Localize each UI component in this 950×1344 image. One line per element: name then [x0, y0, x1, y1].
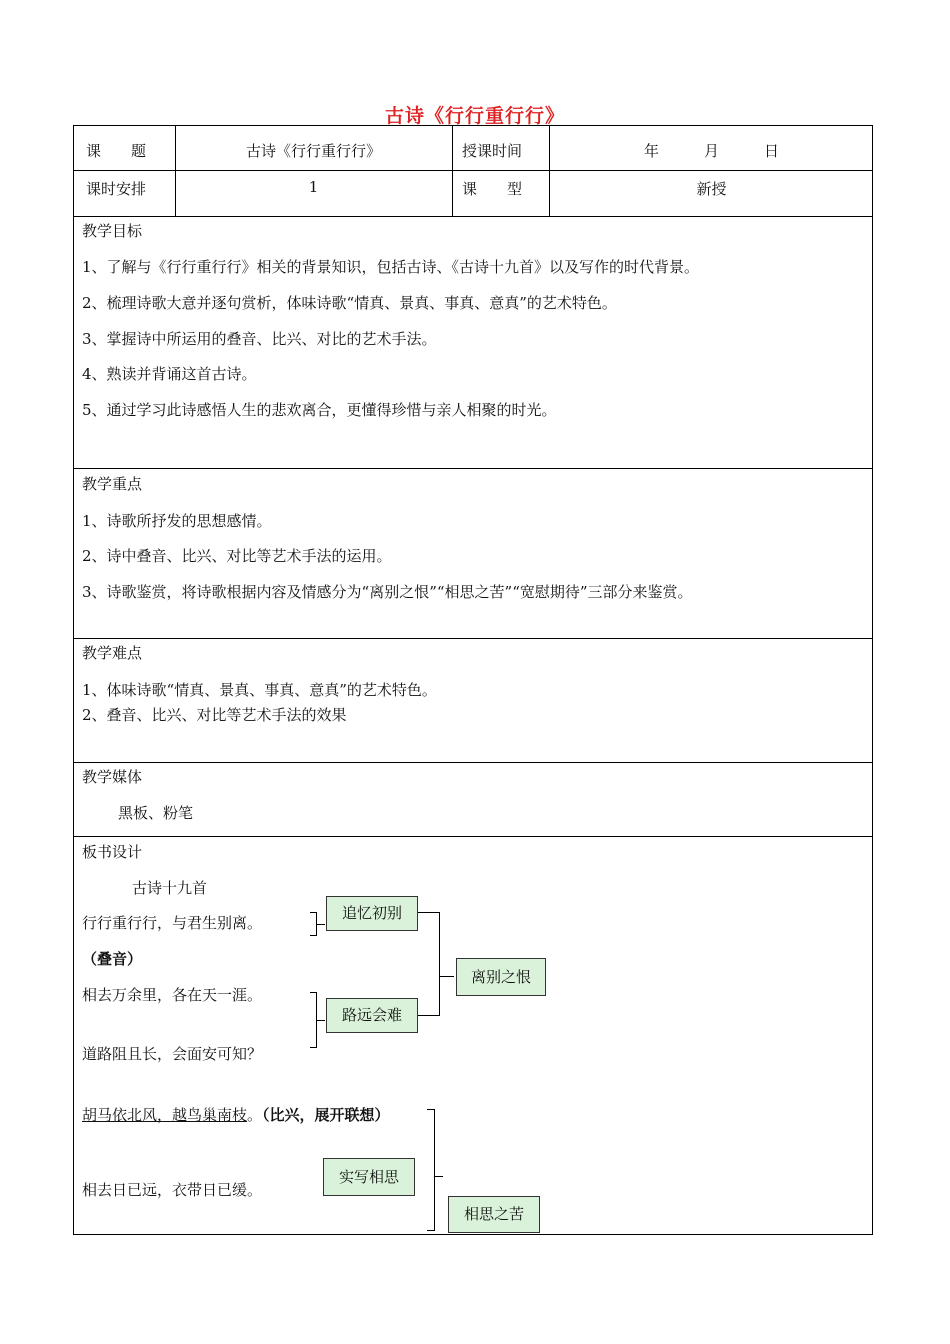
value-periods: 1 — [308, 178, 319, 196]
poem-line: 行行重行行，与君生别离。 — [82, 914, 263, 932]
bracket — [430, 912, 440, 1016]
key-points-title: 教学重点 — [82, 475, 143, 493]
difficulty-item: 1、体味诗歌“情真、景真、事真、意真”的艺术特色。 — [82, 681, 437, 699]
bracket-tick — [317, 924, 325, 925]
label-lesson-type: 课 型 — [462, 180, 523, 198]
poem-line: 相去万余里，各在天一涯。 — [82, 986, 263, 1004]
objective-item: 4、熟读并背诵这首古诗。 — [82, 365, 257, 383]
underlined-text: 胡马依北风，越鸟巢南枝 — [82, 1106, 248, 1124]
key-point-item: 3、诗歌鉴赏，将诗歌根据内容及情感分为“离别之恨”“相思之苦”“宽慰期待”三部分来鉴赏。 — [82, 583, 693, 601]
objective-item: 1、了解与《行行重行行》相关的背景知识，包括古诗、《古诗十九首》以及写作的时代背景。 — [82, 258, 700, 276]
section-divider — [74, 468, 872, 469]
label-subject: 课 题 — [86, 142, 147, 160]
key-point-item: 2、诗中叠音、比兴、对比等艺术手法的运用。 — [82, 547, 392, 565]
difficulties-title: 教学难点 — [82, 644, 143, 662]
value-subject: 古诗《行行重行行》 — [245, 142, 381, 160]
bracket — [310, 992, 317, 1048]
connector — [435, 1176, 443, 1177]
board-box-real-longing: 实写相思 — [323, 1158, 415, 1196]
board-title: 板书设计 — [82, 843, 143, 861]
objective-item: 3、掌握诗中所运用的叠音、比兴、对比的艺术手法。 — [82, 330, 437, 348]
board-heading: 古诗十九首 — [132, 879, 208, 897]
board-box-longing-pain: 相思之苦 — [448, 1196, 540, 1233]
device-note: （叠音） — [82, 950, 143, 968]
bracket — [427, 1109, 435, 1231]
poem-line-bixing — [82, 1104, 390, 1125]
board-box-long-road: 路远会难 — [326, 998, 418, 1033]
connector — [440, 976, 454, 977]
document-title: 古诗《行行重行行》 — [384, 105, 565, 127]
board-box-recall-parting: 追忆初别 — [326, 896, 418, 931]
poem-line: 道路阻且长，会面安可知？ — [82, 1045, 263, 1063]
col-divider — [452, 126, 453, 216]
punctuation: 。 — [247, 1106, 263, 1124]
label-periods: 课时安排 — [86, 180, 147, 198]
section-divider — [74, 762, 872, 763]
media-content: 黑板、粉笔 — [118, 804, 194, 822]
objective-item: 5、通过学习此诗感悟人生的悲欢离合，更懂得珍惜与亲人相聚的时光。 — [82, 401, 557, 419]
value-teaching-time: 年 月 日 — [643, 142, 779, 160]
bracket-tick — [317, 1020, 325, 1021]
bracket — [310, 912, 317, 936]
section-divider — [74, 836, 872, 837]
lesson-plan-table — [73, 125, 873, 1235]
section-divider — [74, 638, 872, 639]
key-point-item: 1、诗歌所抒发的思想感情。 — [82, 512, 272, 530]
board-box-parting-sorrow: 离别之恨 — [456, 958, 546, 996]
device-note: （比兴，展开联想） — [262, 1106, 390, 1124]
label-teaching-time: 授课时间 — [462, 142, 523, 160]
objectives-title: 教学目标 — [82, 222, 143, 240]
value-lesson-type: 新授 — [696, 180, 727, 198]
objective-item: 2、梳理诗歌大意并逐句赏析，体味诗歌“情真、景真、事真、意真”的艺术特色。 — [82, 294, 617, 312]
poem-line: 相去日已远，衣带日已缓。 — [82, 1181, 263, 1199]
row-divider — [74, 216, 872, 217]
row-divider — [74, 170, 872, 171]
difficulty-item: 2、叠音、比兴、对比等艺术手法的效果 — [82, 706, 347, 724]
media-title: 教学媒体 — [82, 768, 143, 786]
